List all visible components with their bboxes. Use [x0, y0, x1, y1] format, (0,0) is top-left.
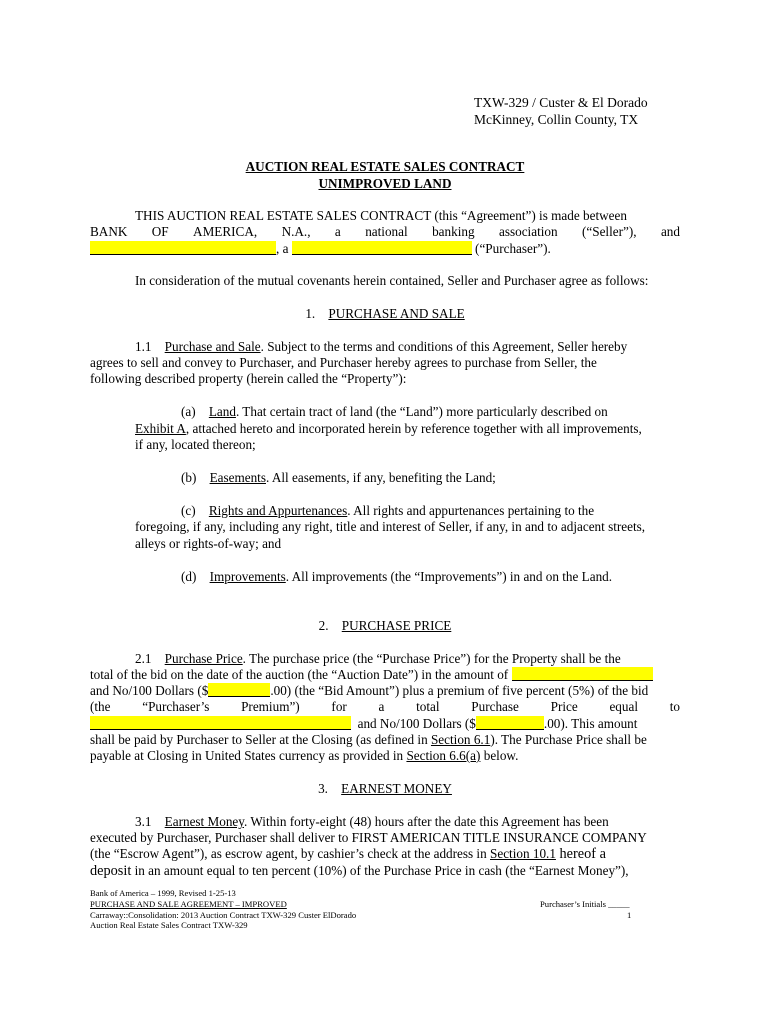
para-2-1-line-1: 2.1 Purchase Price. The purchase price (the “Purchase Price”) for the Property shall be the [135, 651, 621, 666]
intro-line-2-word: OF [151, 224, 169, 239]
intro-line-2-words [90, 224, 680, 241]
document-subtitle: UNIMPROVED LAND [318, 176, 452, 191]
intro-line-1 [135, 208, 680, 225]
footer-left [90, 888, 356, 931]
item-a-line-1: (a) Land. That certain tract of land (the “Land”) more particularly described on [181, 404, 608, 419]
total-price-number-field[interactable] [476, 716, 544, 730]
intro-line-2-word: banking [432, 224, 475, 239]
para-2-1-line-4-words [90, 699, 680, 716]
para-3-1-line-4: deposit in an amount equal to ten percent (10%) of the Purchase Price in cash (the “Earnest Money”), [90, 863, 629, 879]
intro-line-2-word: AMERICA, [193, 224, 258, 239]
item-b-line-1: (b) Easements. All easements, if any, benefiting the Land; [181, 470, 496, 485]
property-location: McKinney, Collin County, TX [474, 112, 639, 127]
bid-amount-words-field[interactable] [512, 667, 653, 681]
item-d-line-1: (d) Improvements. All improvements (the “Improvements”) in and on the Land. [181, 569, 613, 584]
page-number: 1 [627, 910, 632, 920]
para-2-1-line-3: and No/100 Dollars ($ .00) (the “Bid Amount”) plus a premium of five percent (5%) of the bid [90, 683, 649, 698]
para-3-1-line-3: (the “Escrow Agent”), as escrow agent, by cashier’s check at the address in Section 10.1 hereof a [90, 846, 606, 862]
para-2-1-line-4-word: Premium”) [241, 699, 300, 714]
para-2-1-line-4-word: Purchase [471, 699, 519, 714]
footer-revision: Bank of America – 1999, Revised 1-25-13 [90, 888, 236, 898]
intro-line-2-word: BANK [90, 224, 128, 239]
intro-line-2-word: and [660, 224, 680, 239]
para-2-1-line-7: payable at Closing in United States currency as provided in Section 6.6(a) below. [90, 748, 519, 763]
item-c-line-3: alleys or rights-of-way; and [135, 536, 282, 551]
purchaser-name-field[interactable] [90, 241, 276, 255]
para-2-1-line-2: total of the bid on the date of the auction (the “Auction Date”) in the amount of [90, 667, 653, 684]
property-header [474, 94, 648, 128]
para-2-1-line-5: and No/100 Dollars ($ .00). This amount [90, 716, 637, 733]
para-2-1-line-4 [90, 699, 680, 716]
section-10-1-link[interactable]: Section 10.1 [490, 846, 556, 861]
property-id: TXW-329 / Custer & El Dorado [474, 95, 648, 110]
item-a-line-2: Exhibit A, attached hereto and incorporated herein by reference together with all improvements, [135, 421, 642, 436]
section-3-heading: 3. EARNEST MONEY [318, 781, 452, 796]
para-2-1-line-4-word: for [331, 699, 347, 714]
section-2-heading: 2. PURCHASE PRICE [318, 618, 452, 633]
intro-line-1-text: THIS AUCTION REAL ESTATE SALES CONTRACT (this “Agreement”) is made between [135, 208, 627, 223]
para-2-1-line-4-word: a [378, 699, 385, 714]
section-1-heading: 1. PURCHASE AND SALE [305, 306, 465, 321]
footer-file-path: Carraway::Consolidation: 2013 Auction Contract TXW-329 Custer ElDorado [90, 909, 357, 920]
para-2-1-line-4-word: Price [550, 699, 578, 714]
section-6-1-link[interactable]: Section 6.1 [430, 732, 491, 747]
para-3-1-line-1: 3.1 Earnest Money. Within forty-eight (48) hours after the date this Agreement has been [135, 814, 609, 829]
para-1-1-line-1: 1.1 Purchase and Sale. Subject to the terms and conditions of this Agreement, Seller hereby [135, 339, 628, 354]
item-c-line-2: foregoing, if any, including any right, title and interest of Seller, if any, in and to adjacent streets, [135, 519, 646, 534]
para-2-1-line-4-word: equal [609, 699, 638, 714]
intro-line-2-word: national [365, 224, 408, 239]
total-price-words-field[interactable] [90, 716, 351, 730]
para-1-1-line-2: agrees to sell and convey to Purchaser, and Purchaser hereby agrees to purchase from Seller, the [90, 355, 597, 370]
intro-line-2-word: association [498, 224, 558, 239]
para-2-1-line-4-word: “Purchaser’s [142, 699, 210, 714]
intro-line-2-word: (“Seller”), [582, 224, 637, 239]
consideration-line: In consideration of the mutual covenants herein contained, Seller and Purchaser agree as follows: [135, 273, 649, 288]
purchaser-initials[interactable]: Purchaser’s Initials _____ [540, 899, 630, 909]
bid-amount-number-field[interactable] [208, 683, 270, 697]
para-2-1-line-4-word: total [416, 699, 440, 714]
section-6-6a-link[interactable]: Section 6.6(a) [406, 748, 481, 763]
para-1-1-line-3: following described property (herein called the “Property”): [90, 371, 407, 386]
item-c-line-1: (c) Rights and Appurtenances. All rights and appurtenances pertaining to the [181, 503, 595, 518]
para-3-1-line-2: executed by Purchaser, Purchaser shall deliver to FIRST AMERICAN TITLE INSURANCE COMPANY [90, 830, 647, 845]
para-2-1-line-4-word: to [669, 699, 680, 714]
intro-line-2-word: N.A., [281, 224, 311, 239]
para-2-1-line-4-word: (the [90, 699, 111, 714]
para-2-1-line-6: shall be paid by Purchaser to Seller at the Closing (as defined in Section 6.1). The Purchase Price shall be [90, 732, 647, 747]
intro-line-2-word: a [334, 224, 341, 239]
purchaser-entity-field[interactable] [292, 241, 472, 255]
item-a-line-3: if any, located thereon; [135, 437, 256, 452]
footer-contract-name: Auction Real Estate Sales Contract TXW-329 [90, 920, 248, 931]
intro-line-3: , a (“Purchaser”). [90, 241, 551, 258]
footer-agreement-type: PURCHASE AND SALE AGREEMENT – IMPROVED [90, 898, 287, 909]
document-title: AUCTION REAL ESTATE SALES CONTRACT [245, 159, 525, 174]
intro-line-2 [90, 224, 680, 241]
